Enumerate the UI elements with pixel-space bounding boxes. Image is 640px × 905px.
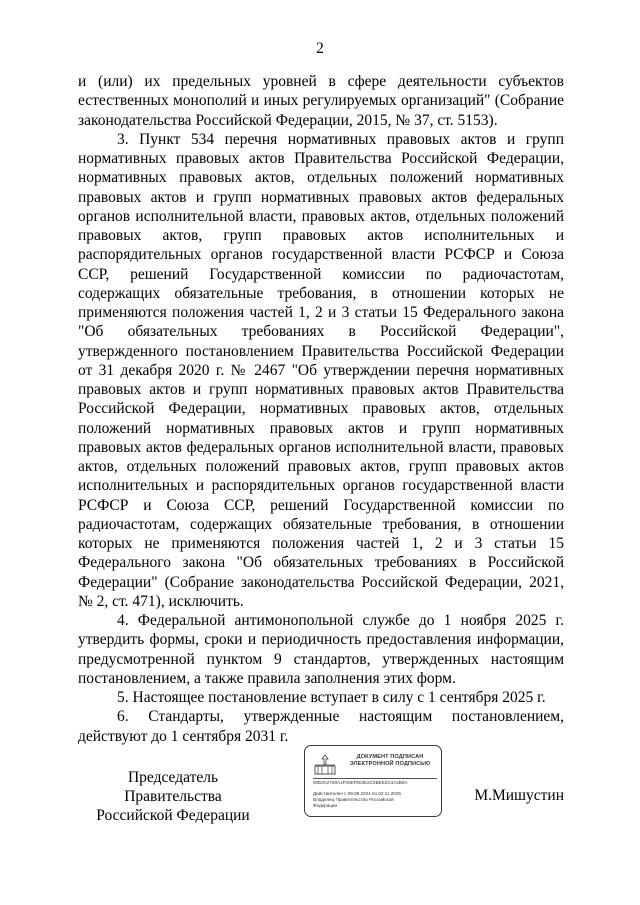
- signatory-position-line2: Российской Федерации: [96, 807, 250, 824]
- stamp-title-line2: ЭЛЕКТРОННОЙ ПОДПИСЬЮ: [349, 761, 431, 767]
- paragraph-continuation: и (или) их предельных уровней в сфере деятельности субъектов естественных монополий и иных регулируемых организаций" (Собрание законодательства Российской Федерации, 2015, № 37, ст. 5153).: [78, 73, 564, 129]
- document-body: [78, 72, 564, 746]
- signatory-position: [78, 768, 268, 825]
- paragraph-item-5: 5. Настоящее постановление вступает в силу с 1 сентября 2025 г.: [117, 689, 546, 706]
- signatory-position-line1: Председатель Правительства: [124, 769, 222, 805]
- stamp-owner-line2: Федерации: [313, 803, 338, 808]
- electronic-signature-stamp: [304, 745, 442, 817]
- stamp-owner-line1: Владелец Правительство Российской: [313, 797, 394, 802]
- paragraph-item-6: 6. Стандарты, утвержденные настоящим постановлением, действуют до 1 сентября 2031 г.: [78, 708, 564, 745]
- stamp-divider: [313, 778, 437, 779]
- page-number: 2: [316, 40, 324, 57]
- coat-of-arms-icon: [313, 752, 337, 776]
- paragraph-item-3: 3. Пункт 534 перечня нормативных правовых актов и групп нормативных правовых актов Правительства Российской Федерации, нормативных правовых актов, отдельных положений нормативных правовых актов и групп нормативных правовых актов федеральных органов исполнительной власти, правовых актов, отдельных положений правовых актов, групп правовых актов исполнительных и распорядительных органов государственной власти РСФСР и Союза ССР, решений Государственной комиссии по радиочастотам, содержащих обязательные требования, в отношении которых не применяются положения частей 1, 2 и 3 статьи 15 Федерального закона "Об обязательных требованиях в Российской Федерации", утвержденного постановлением Правительства Российской Федерации от 31 декабря 2020 г. № 2467 "Об утверждении перечня нормативных правовых актов и групп нормативных правовых актов Правительства Российской Федерации, нормативных правовых актов, отдельных положений нормативных правовых актов и групп нормативных правовых актов федеральных органов исполнительной власти, правовых актов, отдельных положений правовых актов, групп правовых актов исполнительных и распорядительных органов государственной власти РСФСР и Союза ССР, решений Государственной комиссии по радиочастотам, содержащих обязательные требования, в отношении которых не применяются положения частей 1, 2 и 3 статьи 15 Федерального закона "Об обязательных требованиях в Российской Федерации" (Собрание законодательства Российской Федерации, 2021, № 2, ст. 471), исключить.: [78, 130, 564, 610]
- stamp-validity: Действителен с 09.08.2024 по 02.11.2025: [313, 791, 401, 796]
- stamp-title-line1: ДОКУМЕНТ ПОДПИСАН: [356, 754, 424, 760]
- stamp-title: [341, 754, 439, 768]
- stamp-serial-number: 00E0A2700A1F00EF604E2C5BEE2C4A2B0A: [313, 780, 408, 785]
- signatory-name: М.Мишустин: [474, 787, 564, 804]
- paragraph-item-4: 4. Федеральной антимонопольной службе до 1 ноября 2025 г. утвердить формы, сроки и периодичность предоставления информации, предусмотренной пунктом 9 стандартов, утвержденных настоящим постановлением, а также правила заполнения этих форм.: [78, 612, 564, 687]
